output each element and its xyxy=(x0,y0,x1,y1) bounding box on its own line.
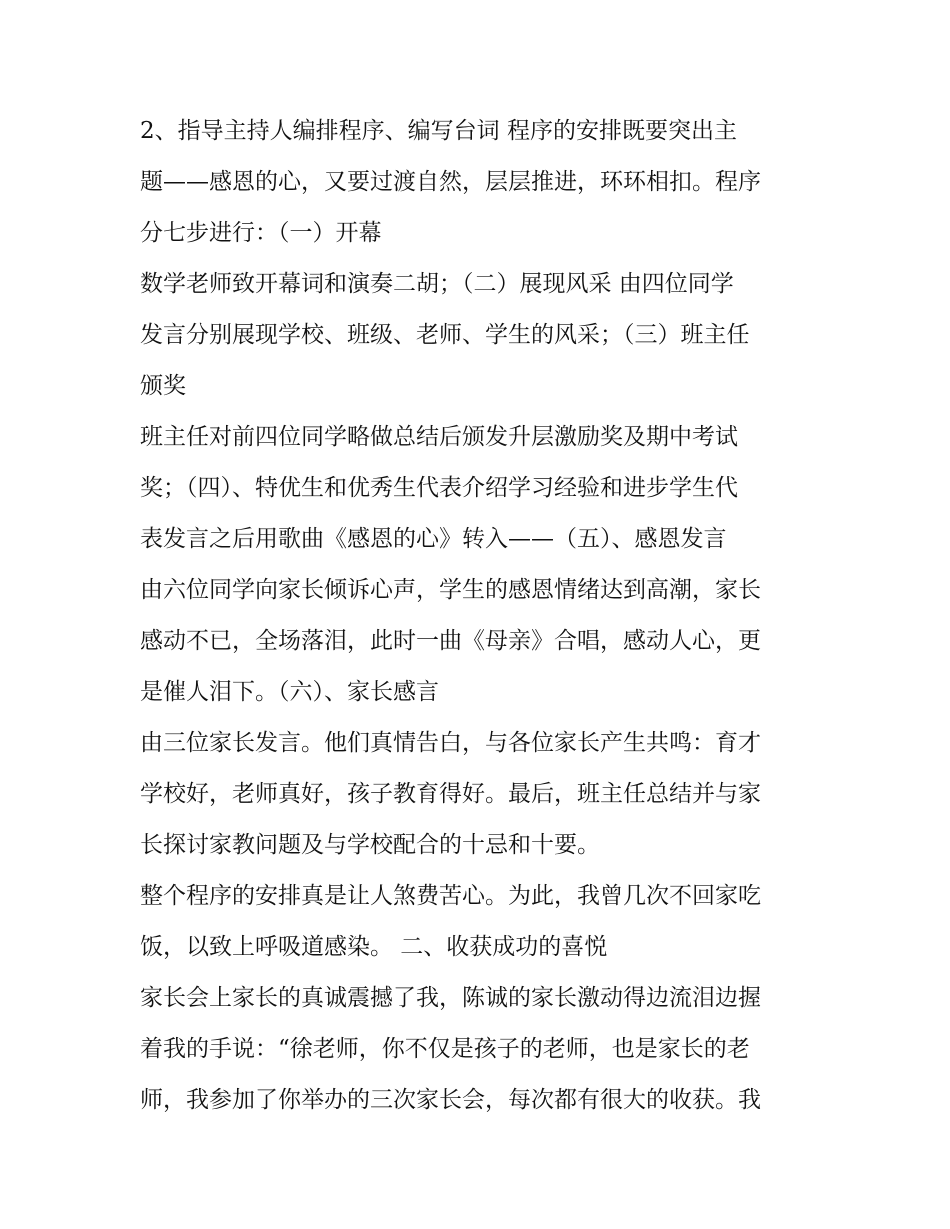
text-line: 表发言之后用歌曲《感恩的心》转入——（五）、感恩发言 xyxy=(140,526,727,552)
text-line: 发言分别展现学校、班级、老师、学生的风采；（三）班主任 xyxy=(140,322,750,348)
text-line: 颁奖 xyxy=(140,373,186,399)
text-line: 数学老师致开幕词和演奏二胡；（二）展现风采 由四位同学 xyxy=(140,271,734,297)
text-line: 奖；（四）、特优生和优秀生代表介绍学习经验和进步学生代 xyxy=(140,475,738,501)
text-line: 整个程序的安排真是让人煞费苦心。为此，我曾几次不回家吃 xyxy=(140,883,761,909)
text-line: 长探讨家教问题及与学校配合的十忌和十要。 xyxy=(140,832,600,858)
text-line: 由六位同学向家长倾诉心声，学生的感恩情绪达到高潮，家长 xyxy=(140,577,761,603)
text-line: 2、指导主持人编排程序、编写台词 程序的安排既要突出主 xyxy=(140,118,737,144)
text-line: 学校好，老师真好，孩子教育得好。最后，班主任总结并与家 xyxy=(140,781,761,807)
text-line: 题——感恩的心，又要过渡自然，层层推进，环环相扣。程序 xyxy=(140,169,761,195)
text-line: 师，我参加了你举办的三次家长会，每次都有很大的收获。我 xyxy=(140,1087,761,1113)
text-line: 是催人泪下。（六）、家长感言 xyxy=(140,679,439,705)
text-line: 班主任对前四位同学略做总结后颁发升层激励奖及期中考试 xyxy=(140,424,738,450)
document-body xyxy=(140,106,820,1126)
text-line: 分七步进行：（一）开幕 xyxy=(140,220,382,246)
text-line: 家长会上家长的真诚震撼了我，陈诚的家长激动得边流泪边握 xyxy=(140,985,761,1011)
text-line: 由三位家长发言。他们真情告白，与各位家长产生共鸣：育才 xyxy=(140,730,761,756)
text-line: 感动不已，全场落泪，此时一曲《母亲》合唱，感动人心，更 xyxy=(140,628,761,654)
text-line: 饭，以致上呼吸道感染。 二、收获成功的喜悦 xyxy=(140,934,608,960)
text-line: 着我的手说：“徐老师，你不仅是孩子的老师，也是家长的老 xyxy=(140,1036,750,1062)
